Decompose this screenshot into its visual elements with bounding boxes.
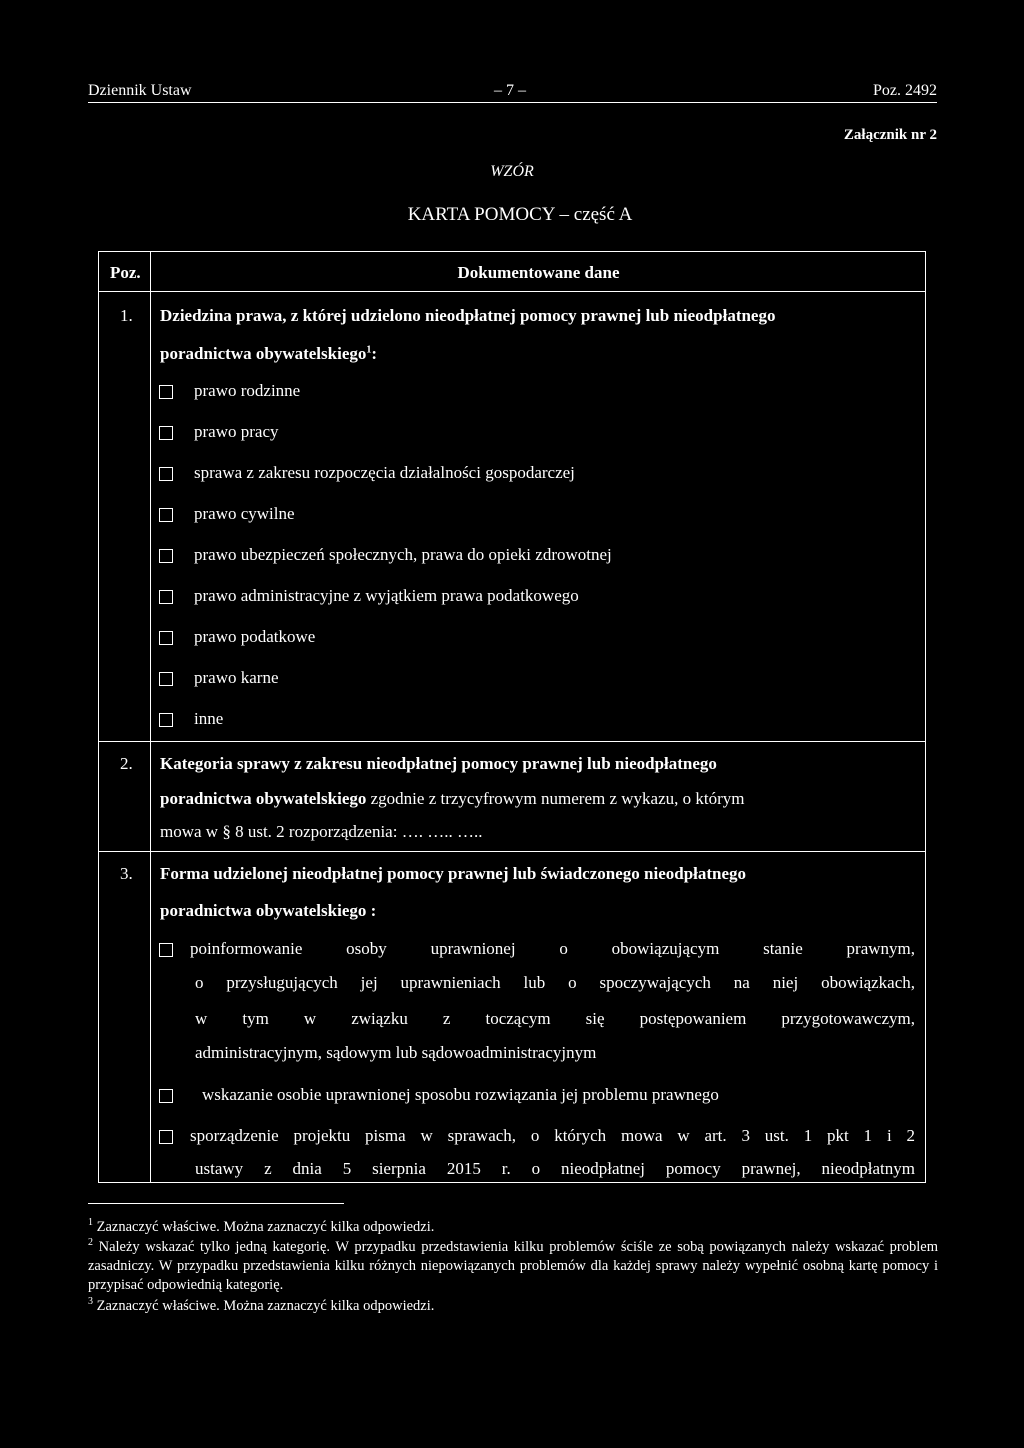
option-label: prawo karne xyxy=(194,668,279,687)
row3-line1: Forma udzielonej nieodpłatnej pomocy prawnej lub świadczonego nieodpłatnego xyxy=(160,864,747,883)
option-label: administracyjnym, sądowym lub sądowoadministracyjnym xyxy=(195,1043,597,1062)
checkbox-icon[interactable] xyxy=(159,672,173,686)
column-header-poz: Poz. xyxy=(110,263,141,282)
checkbox-icon[interactable] xyxy=(159,467,173,481)
option-label: prawo rodzinne xyxy=(194,381,301,400)
row2-line2: poradnictwa obywatelskiego zgodnie z trzycyfrowym numerem z wykazu, o którym xyxy=(160,789,745,808)
option-label: inne xyxy=(194,709,224,728)
column-header-data: Dokumentowane dane xyxy=(457,263,620,282)
page-number: – 7 – xyxy=(494,82,526,99)
checkbox-icon[interactable] xyxy=(159,549,173,563)
option-label: ustawy z dnia 5 sierpnia 2015 r. o nieodpłatnej pomocy prawnej, nieodpłatnym xyxy=(195,1159,915,1178)
option-label: sprawa z zakresu rozpoczęcia działalności gospodarczej xyxy=(194,463,575,482)
page-header xyxy=(88,80,937,103)
option-label: sporządzenie projektu pisma w sprawach, o których mowa w art. 3 ust. 1 pkt 1 i 2 xyxy=(190,1126,915,1145)
checkbox-icon[interactable] xyxy=(159,943,173,957)
checkbox-icon[interactable] xyxy=(159,713,173,727)
option-label: w tym w związku z toczącym się postępowaniem przygotowawczym, xyxy=(195,1009,915,1028)
option-label: prawo pracy xyxy=(194,422,279,441)
checkbox-icon[interactable] xyxy=(159,385,173,399)
row-number-3: 3. xyxy=(120,864,133,883)
journal-name: Dziennik Ustaw xyxy=(88,82,192,99)
position-number: Poz. 2492 xyxy=(873,82,937,99)
template-label: WZÓR xyxy=(490,163,534,180)
checkbox-icon[interactable] xyxy=(159,590,173,604)
attachment-label: Załącznik nr 2 xyxy=(843,127,937,143)
footnote-3: $^3$ Zaznaczyć właściwe. Można zaznaczyć kilka odpowiedzi. xyxy=(88,1296,435,1314)
option-label: prawo cywilne xyxy=(194,504,295,523)
row1-heading-line1: Dziedzina prawa, z której udzielono nieodpłatnej pomocy prawnej lub nieodpłatnego xyxy=(160,306,776,325)
footnote-separator xyxy=(88,1203,344,1204)
row-number-2: 2. xyxy=(120,754,133,773)
option-label: wskazanie osobie uprawnionej sposobu rozwiązania jej problemu prawnego xyxy=(202,1085,719,1104)
row2-line3: mowa w § 8 ust. 2 rozporządzenia: …. ….. ….. xyxy=(160,822,483,841)
row2-line1: Kategoria sprawy z zakresu nieodpłatnej pomocy prawnej lub nieodpłatnego xyxy=(160,754,717,773)
option-label: prawo ubezpieczeń społecznych, prawa do opieki zdrowotnej xyxy=(194,545,612,564)
form-table xyxy=(98,251,926,1183)
row1-heading-line2: poradnictwa obywatelskiego$^1$: xyxy=(160,344,378,363)
option-label: o przysługujących jej uprawnieniach lub o spoczywających na niej obowiązkach, xyxy=(195,973,915,992)
checkbox-icon[interactable] xyxy=(159,1089,173,1103)
option-label: prawo podatkowe xyxy=(194,627,316,646)
footnote-ref-1: 1 xyxy=(366,344,372,356)
checkbox-icon[interactable] xyxy=(159,508,173,522)
row-number-1: 1. xyxy=(120,306,133,325)
option-label: poinformowanie osoby uprawnionej o obowiązującym stanie prawnym, xyxy=(190,939,915,958)
row3-line2: poradnictwa obywatelskiego : xyxy=(160,901,377,920)
page-title: KARTA POMOCY – część A xyxy=(407,204,633,225)
option-label: prawo administracyjne z wyjątkiem prawa podatkowego xyxy=(194,586,579,605)
checkbox-icon[interactable] xyxy=(159,1130,173,1144)
checkbox-icon[interactable] xyxy=(159,631,173,645)
footnote-2: $^2$ Należy wskazać tylko jedną kategorię. W przypadku przedstawienia kilku problemów ściśle ze sobą powiązanych należy wskazać problem zasadniczy. W przypadku przedstawienia kilku różnych niepowiązanych problemów dla każdej sprawy należy wypełnić osobną kartę pomocy i przypisać odpowiednią kategorię. xyxy=(88,1237,938,1293)
checkbox-icon[interactable] xyxy=(159,426,173,440)
footnote-1: $^1$ Zaznaczyć właściwe. Można zaznaczyć kilka odpowiedzi. xyxy=(88,1217,435,1235)
